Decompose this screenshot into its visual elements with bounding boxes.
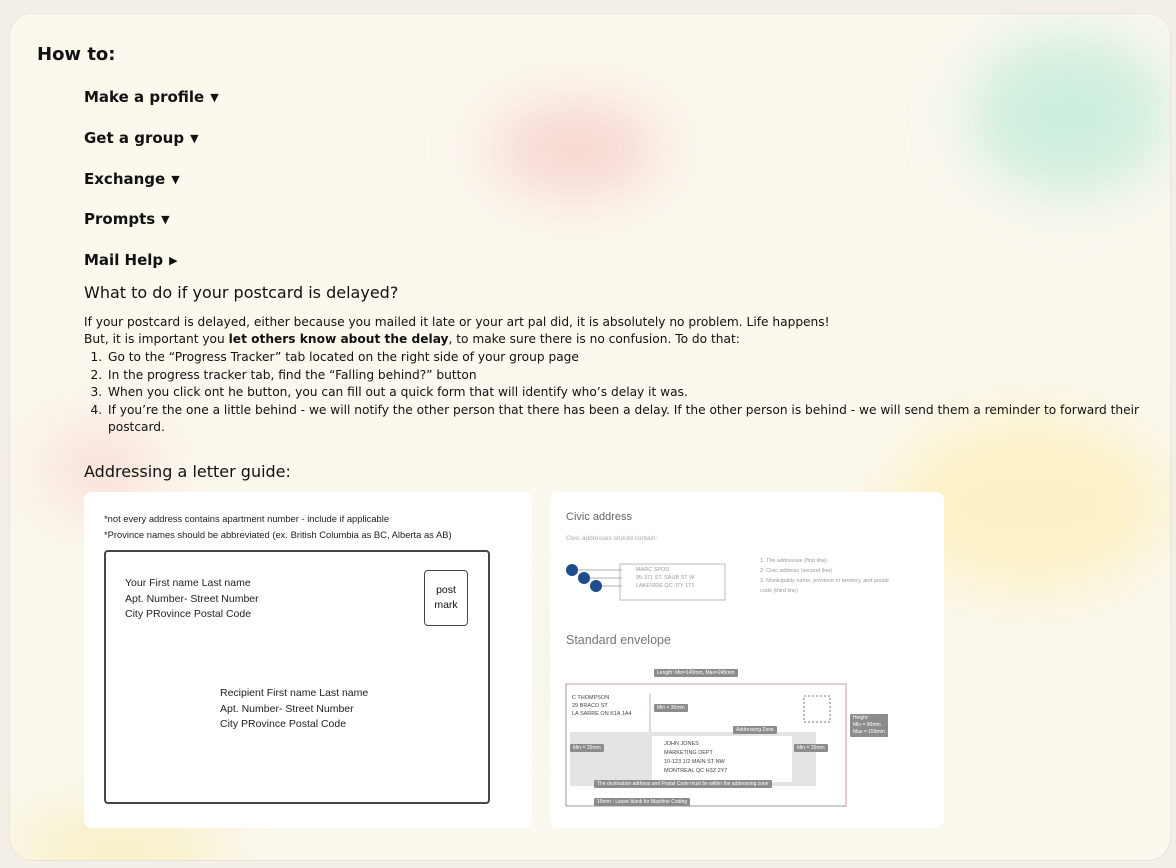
caret-down-icon: ▼ xyxy=(161,212,170,226)
addressing-guide-heading: Addressing a letter guide: xyxy=(84,462,291,481)
delay-paragraph-1: If your postcard is delayed, either because you mailed it late or your art pal did, it is absolutely no problem. Life happens! xyxy=(84,315,830,329)
civic-example-address: MARC SPOD 95-371 ST. SAUB ST W LAKESIDE QC J7Y 1T1 xyxy=(636,567,695,589)
standard-envelope-heading: Standard envelope xyxy=(566,633,671,647)
destination-zone-note: The destination address and Postal Code must be within the addressing zone xyxy=(594,780,772,788)
right-margin-label: Min = 15mm xyxy=(794,744,828,752)
delay-paragraph-2: But, it is important you let others know about the delay, to make sure there is no confusion. To do that: xyxy=(84,332,740,346)
return-address-sample: C THOMPSON 29 BRACO ST LA SARRE ON K1A 1A4 xyxy=(572,695,632,717)
accordion-make-a-profile[interactable] xyxy=(84,88,219,106)
recipient-address: Recipient First name Last name Apt. Number- Street Number City PRovince Postal Code xyxy=(220,687,369,730)
accordion-get-a-group[interactable] xyxy=(84,129,199,147)
province-note: *Province names should be abbreviated (ex. British Columbia as BC, Alberta as AB) xyxy=(104,529,452,540)
emphasis-text: let others know about the delay xyxy=(228,332,449,346)
min-top-label: Min = 30mm xyxy=(654,704,688,712)
sender-address: Your First name Last name Apt. Number- Street Number City PRovince Postal Code xyxy=(125,577,259,620)
addressing-zone-label: Addressing Zone xyxy=(733,726,777,734)
accordion-mail-help[interactable] xyxy=(84,251,178,269)
civic-address-subheading: Civic addresses should contain: xyxy=(566,535,658,542)
postmark-box: post mark xyxy=(424,570,468,626)
civic-address-heading: Civic address xyxy=(566,511,633,523)
destination-address-sample: JOHN JONES MARKETING DEPT 10-123 1/2 MAIN ST NW MONTREAL QC H3Z 2Y7 xyxy=(664,741,728,774)
accordion-exchange[interactable] xyxy=(84,170,180,188)
accordion-label: Mail Help xyxy=(84,251,164,269)
caret-down-icon: ▼ xyxy=(190,131,199,145)
accordion-label: Exchange xyxy=(84,170,166,188)
caret-down-icon: ▼ xyxy=(171,172,180,186)
list-item: 1. Go to the “Progress Tracker” tab located on the right side of your group page xyxy=(106,349,1146,367)
delayed-question-heading: What to do if your postcard is delayed? xyxy=(84,283,399,302)
caret-right-icon: ▶ xyxy=(169,253,178,267)
caret-down-icon: ▼ xyxy=(210,90,219,104)
civic-address-list: 1. The addressee (first line) 2. Civic address (second line) 3. Municipality name, province or territory, and postal code (third line) xyxy=(760,558,889,594)
accordion-prompts[interactable] xyxy=(84,210,170,228)
height-label: Height: Min = 90mm Max = 156mm xyxy=(850,714,888,737)
bottom-margin-label: 15mm - Leave blank for Machine Coding xyxy=(594,798,690,806)
list-item: 4. If you’re the one a little behind - we will notify the other person that there has been a delay. If the other person is behind - we will send them a reminder to forward their postcard. xyxy=(106,402,1146,437)
apartment-note: *not every address contains apartment number - include if applicable xyxy=(104,513,390,524)
list-item: 2. In the progress tracker tab, find the “Falling behind?” button xyxy=(106,367,1146,385)
left-margin-label: Min = 15mm xyxy=(570,744,604,752)
page-title: How to: xyxy=(37,44,116,65)
delay-steps-list xyxy=(84,349,1146,437)
accordion-label: Make a profile xyxy=(84,88,205,106)
accordion-label: Get a group xyxy=(84,129,185,147)
list-item: 3. When you click ont he button, you can fill out a quick form that will identify who’s delay it was. xyxy=(106,384,1146,402)
accordion-label: Prompts xyxy=(84,210,156,228)
length-label: Length: Min=140mm, Max=245mm xyxy=(654,669,738,677)
